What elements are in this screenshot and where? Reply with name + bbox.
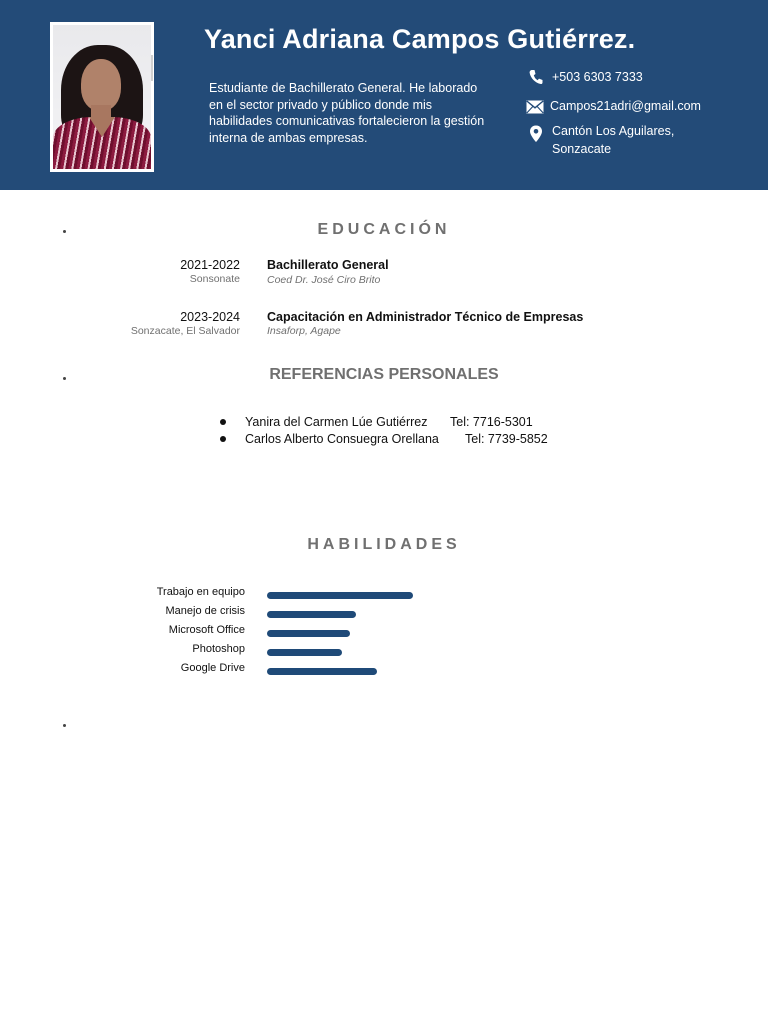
skill-label: Microsoft Office bbox=[168, 624, 245, 636]
education-institution: Insaforp, Agape bbox=[267, 325, 341, 337]
profile-photo bbox=[50, 22, 154, 172]
skill-label: Google Drive bbox=[180, 662, 245, 674]
reference-name: Yanira del Carmen Lúe Gutiérrez bbox=[245, 415, 428, 429]
profile-summary: Estudiante de Bachillerato General. He laborado en el sector privado y público donde mis habilidades comunicativas fortalecieron la gestión interna de ambas empresas. bbox=[209, 81, 485, 145]
envelope-icon bbox=[526, 100, 544, 114]
skill-label: Manejo de crisis bbox=[165, 605, 245, 617]
education-place: Sonsonate bbox=[189, 273, 240, 285]
skill-label: Photoshop bbox=[192, 643, 245, 655]
reference-phone: Tel: 7739-5852 bbox=[465, 432, 548, 446]
reference-phone: Tel: 7716-5301 bbox=[450, 415, 533, 429]
photo-edge-marker bbox=[151, 55, 153, 81]
skill-level-bar bbox=[267, 611, 356, 618]
phone-icon bbox=[528, 69, 544, 85]
skill-level-bar bbox=[267, 592, 413, 599]
skill-label: Trabajo en equipo bbox=[156, 586, 245, 598]
education-heading: EDUCACIÓN bbox=[317, 221, 451, 238]
candidate-name: Yanci Adriana Campos Gutiérrez. bbox=[204, 24, 636, 54]
education-title: Bachillerato General bbox=[267, 258, 389, 272]
skill-level-bar bbox=[267, 668, 377, 675]
address-line-2: Sonzacate bbox=[552, 142, 612, 156]
skill-level-bar bbox=[267, 630, 350, 637]
location-pin-icon bbox=[528, 125, 544, 143]
bullet-icon bbox=[220, 419, 226, 425]
education-title: Capacitación en Administrador Técnico de Empresas bbox=[267, 310, 584, 324]
phone-number: +503 6303 7333 bbox=[552, 70, 643, 84]
references-heading: REFERENCIAS PERSONALES bbox=[269, 366, 499, 383]
skills-heading: HABILIDADES bbox=[307, 536, 461, 553]
address-line-1: Cantón Los Aguilares, bbox=[552, 124, 675, 138]
reference-name: Carlos Alberto Consuegra Orellana bbox=[245, 432, 439, 446]
education-institution: Coed Dr. José Ciro Brito bbox=[267, 274, 381, 286]
education-period: 2023-2024 bbox=[180, 310, 240, 324]
header-banner bbox=[0, 0, 768, 190]
skill-level-bar bbox=[267, 649, 342, 656]
education-place: Sonzacate, El Salvador bbox=[130, 325, 240, 337]
education-period: 2021-2022 bbox=[180, 258, 240, 272]
email-address: Campos21adri@gmail.com bbox=[550, 99, 701, 113]
margin-dot bbox=[63, 724, 66, 727]
portrait-image bbox=[53, 25, 151, 169]
bullet-icon bbox=[220, 436, 226, 442]
